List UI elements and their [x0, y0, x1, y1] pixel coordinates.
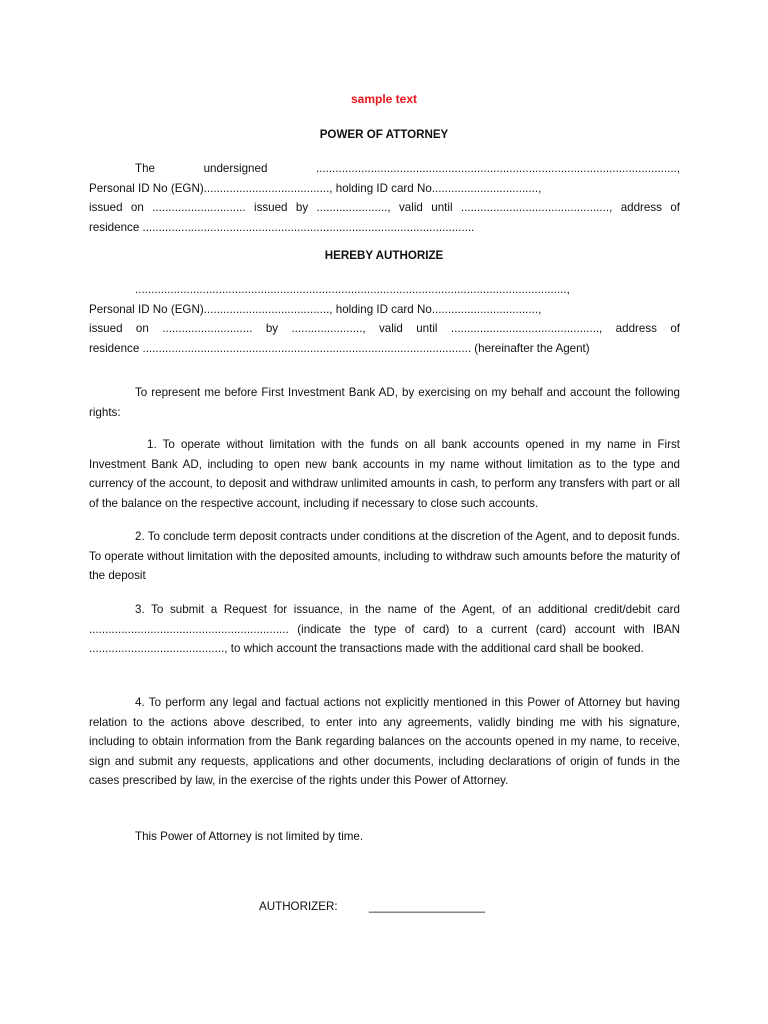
right-3-paragraph: 3. To submit a Request for issuance, in the name of the Agent, of an additional credit/debit card .............................................................. (indicate the type of card) to a current (card) account with IBAN .........................................., to which account the transactions made with the additional card shall be booked. — [89, 603, 680, 655]
authorize-heading: HEREBY AUTHORIZE — [324, 249, 444, 262]
undersigned-the: The — [135, 162, 155, 175]
undersigned-word: undersigned — [203, 162, 268, 175]
authorizer-label: AUTHORIZER: — [259, 900, 338, 913]
undersigned-line-4: residence ....................................................................................................... — [89, 220, 475, 234]
undersigned-line-1 — [89, 159, 680, 179]
agent-line-3: issued on ............................ by ......................, valid until .............................................., address of — [89, 322, 680, 335]
right-1-paragraph: 1. To operate without limitation with the funds on all bank accounts opened in my name in First Investment Bank AD, including to open new bank accounts in my name without limitation as to the type and currency of the account, to deposit and withdraw unlimited amounts in cash, to perform any transfers with part or all of the balance on the respective account, including if necessary to close such accounts. — [89, 438, 680, 510]
sample-text-watermark: sample text — [350, 92, 418, 106]
agent-line-4: residence ...................................................................................................... (hereinafter the Agent) — [89, 341, 590, 355]
intro-paragraph: To represent me before First Investment Bank AD, by exercising on my behalf and account the following rights: — [89, 386, 680, 419]
right-2-paragraph: 2. To conclude term deposit contracts under conditions at the discretion of the Agent, and to deposit funds. To operate without limitation with the deposited amounts, including to withdraw such amounts before the maturity of the deposit — [89, 530, 680, 582]
agent-section — [89, 280, 680, 358]
agent-line-1: ......................................................................................................................................, — [135, 283, 570, 296]
undersigned-name-blank: ................................................................................................................, — [316, 162, 680, 175]
undersigned-section — [89, 159, 680, 237]
signature-block — [259, 897, 485, 917]
undersigned-line-2: Personal ID No (EGN)......................................., holding ID card No................................., — [89, 181, 542, 195]
time-limit-paragraph: This Power of Attorney is not limited by time. — [135, 830, 364, 843]
right-4-paragraph: 4. To perform any legal and factual actions not explicitly mentioned in this Power of Attorney but having relation to the actions above described, to enter into any agreements, validly binding me with his signature, including to obtain information from the Bank regarding balances on the accounts opened in my name, to receive, sign and submit any requests, applications and other documents, including declarations of origin of funds in the cases prescribed by law, in the exercise of the rights under this Power of Attorney. — [89, 696, 680, 787]
signature-line: __________________ — [368, 900, 485, 913]
agent-line-2: Personal ID No (EGN)......................................., holding ID card No................................., — [89, 302, 542, 316]
document-title: POWER OF ATTORNEY — [319, 128, 449, 141]
undersigned-line-3: issued on ............................. issued by ......................, valid until .............................................., address of — [89, 201, 680, 214]
